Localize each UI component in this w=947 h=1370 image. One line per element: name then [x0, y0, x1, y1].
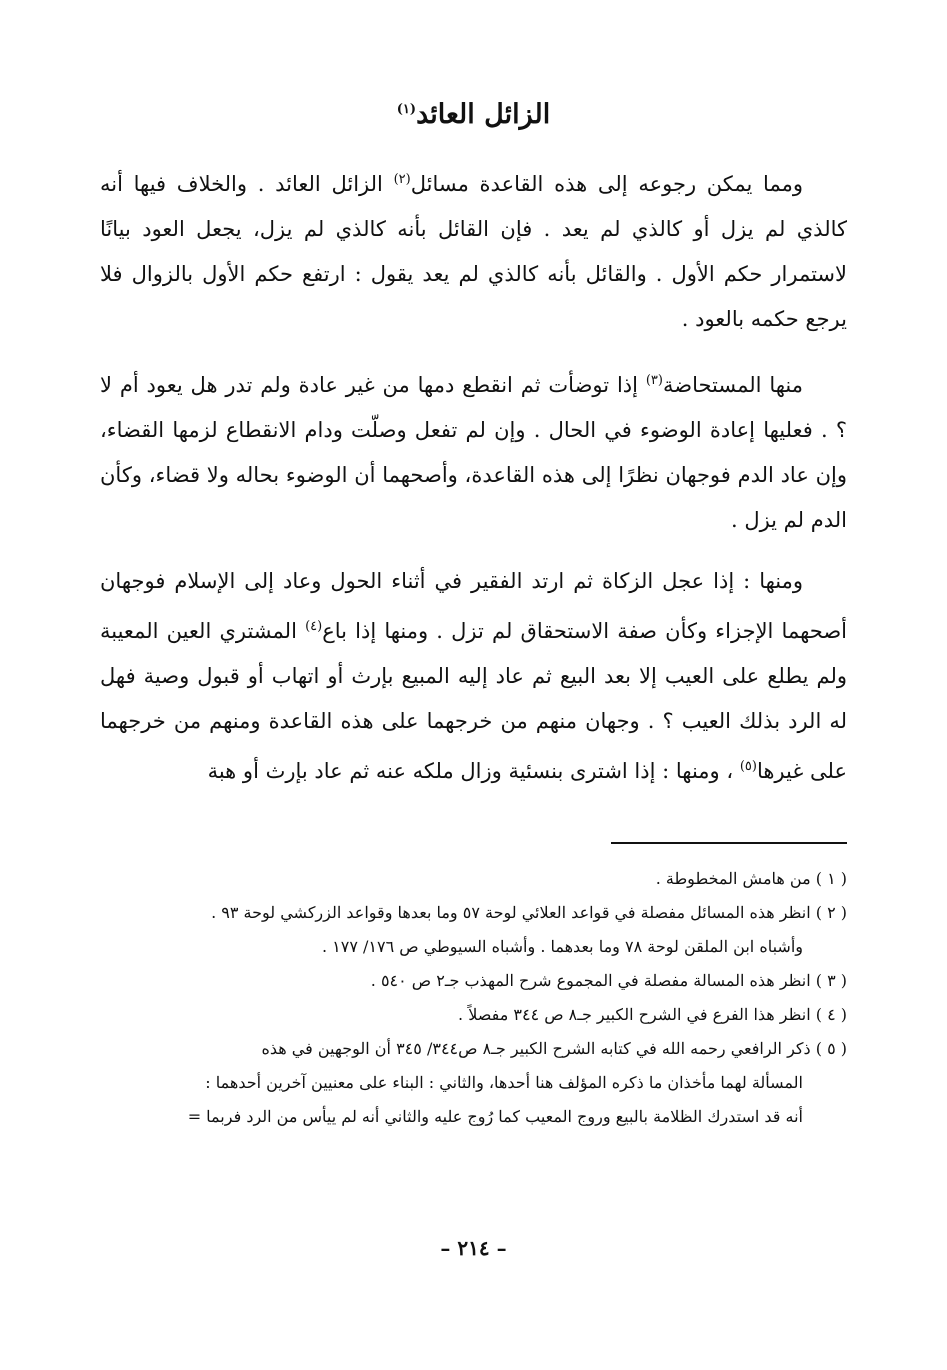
footnote-divider — [611, 842, 847, 844]
footnote-continuation: وأشباه ابن الملقن لوحة ٧٨ وما بعدهما . وأشباه السيوطي ص ١٧٦/ ١٧٧ . — [321, 937, 803, 956]
footnote: ( ١ ) من هامش المخطوطة . — [655, 869, 847, 888]
footnote-continuation: أنه قد استدرك الظلامة بالبيع وروج المعيب كما رُوج عليه والثاني أنه لم ييأس من الرد فربما = — [187, 1107, 803, 1126]
paragraph-text: المشتري العين المعيبة ولم يطلع على العيب إلا بعد البيع ثم عاد إليه المبيع بإرث أو اتهاب أو قبول وصية فهل له الرد بذلك العيب ؟ . وجهان منهم من خرجهما على هذه القاعدة ومنهم من خرجهما على غيرها — [100, 619, 847, 783]
page-title — [100, 90, 847, 135]
footnote: ( ٥ ) ذكر الرافعي رحمه الله في كتابه الشرح الكبير جـ٨ ص٣٤٤/ ٣٤٥ أن الوجهين في هذه — [261, 1039, 847, 1058]
paragraph — [100, 559, 847, 794]
footnote: ( ٤ ) انظر هذا الفرع في الشرح الكبير جـ٨ ص ٣٤٤ مفصلاً . — [458, 1005, 847, 1024]
page-number: – ٢١٤ – — [440, 1236, 507, 1260]
footnotes — [100, 862, 847, 1134]
footnote-ref: (٣) — [645, 373, 663, 388]
footnote: ( ٢ ) انظر هذه المسائل مفصلة في قواعد العلائي لوحة ٥٧ وما بعدها وقواعد الزركشي لوحة ٩٣ . — [211, 903, 847, 922]
paragraph-text: ، ومنها : إذا اشترى بنسئية وزال ملكه عنه ثم عاد بإرث أو هبة — [207, 759, 740, 783]
paragraph-text: منها المستحاضة — [662, 373, 803, 397]
footnote-continuation: المسألة لهما مأخذان ما ذكره المؤلف هنا أحدها، والثاني : البناء على معنيين آخرين أحدهما : — [205, 1073, 803, 1092]
paragraph-text: الزائل العائد . والخلاف فيها أنه كالذي لم يزل أو كالذي لم يعد . فإن القائل بأنه كالذي لم يزل، يجعل العود بيانًا لاستمرار حكم الأول . والقائل بأنه كالذي لم يعد يقول : ارتفع حكم الأول بالزوال فلا يرجع حكمه بالعود . — [100, 172, 847, 331]
paragraph-text: ومما يمكن رجوعه إلى هذه القاعدة مسائل — [410, 172, 803, 196]
footnote: ( ٣ ) انظر هذه المسالة مفصلة في المجموع شرح المهذب جـ٢ ص ٥٤٠ . — [370, 971, 847, 990]
title-footnote-ref: (١) — [396, 102, 417, 117]
paragraph — [100, 358, 847, 543]
footnote-ref: (٥) — [739, 759, 757, 774]
paragraph-text: ومنها : إذا عجل الزكاة ثم ارتد الفقير في أثناء الحول وعاد إلى الإسلام فوجهان أصحهما الإجزاء وكأن صفة الاستحقاق لم تزل . ومنها إذا باع — [100, 569, 847, 643]
footnote-ref: (٤) — [305, 619, 323, 634]
paragraph-text: إذا توضأت ثم انقطع دمها من غير عادة ولم تدر هل يعود أم لا ؟ . فعليها إعادة الوضوء في الحال . وإن لم تفعل وصلّت ودام الانقطاع لزمها القضاء، وإن عاد الدم فوجهان نظرًا إلى هذه القاعدة، وأصحهما أن الوضوء بحاله ولا قضاء، وكأن الدم لم يزل . — [100, 373, 847, 532]
paragraph — [100, 157, 847, 342]
title-text: الزائل العائد — [416, 99, 551, 130]
footnote-ref: (٢) — [393, 172, 411, 187]
